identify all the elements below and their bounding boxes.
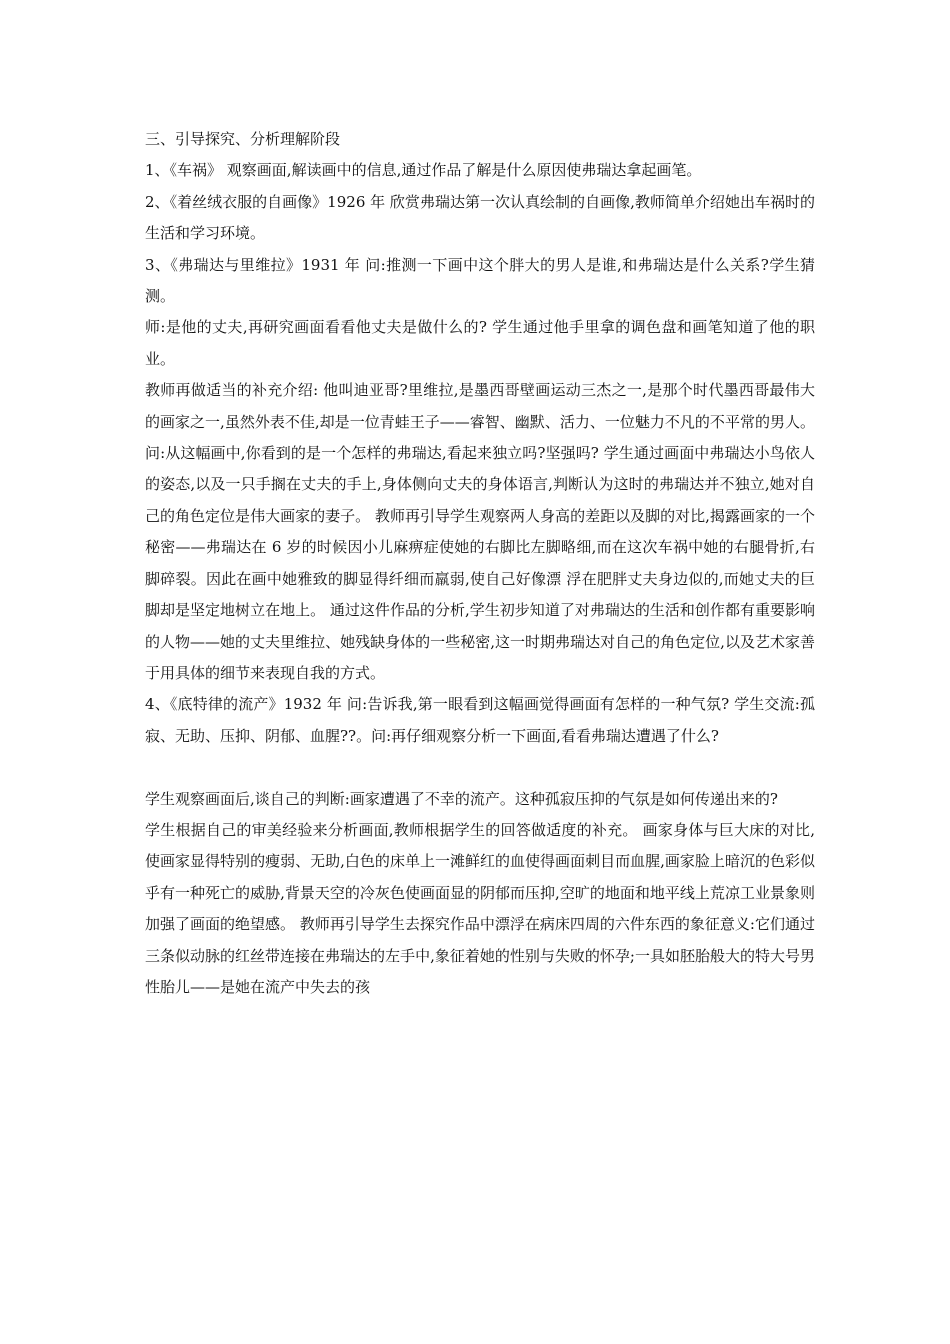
paragraph-item-4: 4、《底特律的流产》1932 年 问:告诉我,第一眼看到这幅画觉得画面有怎样的一种气氛? 学生交流:孤寂、无助、压抑、阴郁、血腥??。问:再仔细观察分析一下画面,看看弗瑞达遭遇了什么? [145, 695, 815, 745]
paragraph-student-judgement: 学生观察画面后,谈自己的判断:画家遭遇了不幸的流产。这种孤寂压抑的气氛是如何传递出来的? [145, 789, 778, 808]
document-body [145, 124, 815, 1003]
paragraph-item-2: 2、《着丝绒衣服的自画像》1926 年 欣赏弗瑞达第一次认真绘制的自画像,教师简单介绍她出车祸时的生活和学习环境。 [145, 192, 815, 243]
paragraph-teacher-supplement: 教师再做适当的补充介绍: 他叫迪亚哥?里维拉,是墨西哥壁画运动三杰之一,是那个时代墨西哥最伟大的画家之一,虽然外表不佳,却是一位青蛙王子——睿智、幽默、活力、一位魅力不凡的不平常的男人。 问:从这幅画中,你看到的是一个怎样的弗瑞达,看起来独立吗?坚强吗? 学生通过画面中弗瑞达小鸟依人的姿态,以及一只手搁在丈夫的手上,身体侧向丈夫的身体语言,判断认为这时的弗瑞达并不独立,她对自己的角色定位是伟大画家的妻子。 教师再引导学生观察两人身高的差距以及脚的对比,揭露画家的一个秘密——弗瑞达在 6 岁的时候因小儿麻痹症使她的右脚比左脚略细,而在这次车祸中她的右腿骨折,右脚碎裂。因此在画中她雅致的脚显得纤细而羸弱,使自己好像漂 浮在肥胖丈夫身边似的,而她丈夫的巨脚却是坚定地树立在地上。 通过这件作品的分析,学生初步知道了对弗瑞达的生活和创作都有重要影响的人物——她的丈夫里维拉、她残缺身体的一些秘密,这一时期弗瑞达对自己的角色定位,以及艺术家善于用具体的细节来表现自我的方式。 [145, 381, 815, 682]
paragraph-teacher-answer: 师:是他的丈夫,再研究画面看看他丈夫是做什么的? 学生通过他手里拿的调色盘和画笔知道了他的职业。 [145, 318, 815, 368]
paragraph-item-3: 3、《弗瑞达与里维拉》1931 年 问:推测一下画中这个胖大的男人是谁,和弗瑞达是什么关系?学生猜测。 [145, 255, 815, 306]
paragraph-item-1: 1、《车祸》 观察画面,解读画中的信息,通过作品了解是什么原因使弗瑞达拿起画笔。 [145, 161, 702, 180]
paragraph-analysis: 学生根据自己的审美经验来分析画面,教师根据学生的回答做适度的补充。 画家身体与巨大床的对比,使画家显得特别的瘦弱、无助,白色的床单上一滩鲜红的血使得画面刺目而血腥,画家脸上暗沉的色彩似乎有一种死亡的威胁,背景天空的冷灰色使画面显的阴郁而压抑,空旷的地面和地平线上荒凉工业景象则加强了画面的绝望感。 教师再引导学生去探究作品中漂浮在病床四周的六件东西的象征意义:它们通过三条似动脉的红丝带连接在弗瑞达的左手中,象征着她的性别与失败的怀孕;一具如胚胎般大的特大号男性胎儿——是她在流产中失去的孩 [145, 820, 815, 996]
section-heading: 三、引导探究、分析理解阶段 [145, 130, 341, 148]
paragraph-spacer [145, 752, 815, 783]
